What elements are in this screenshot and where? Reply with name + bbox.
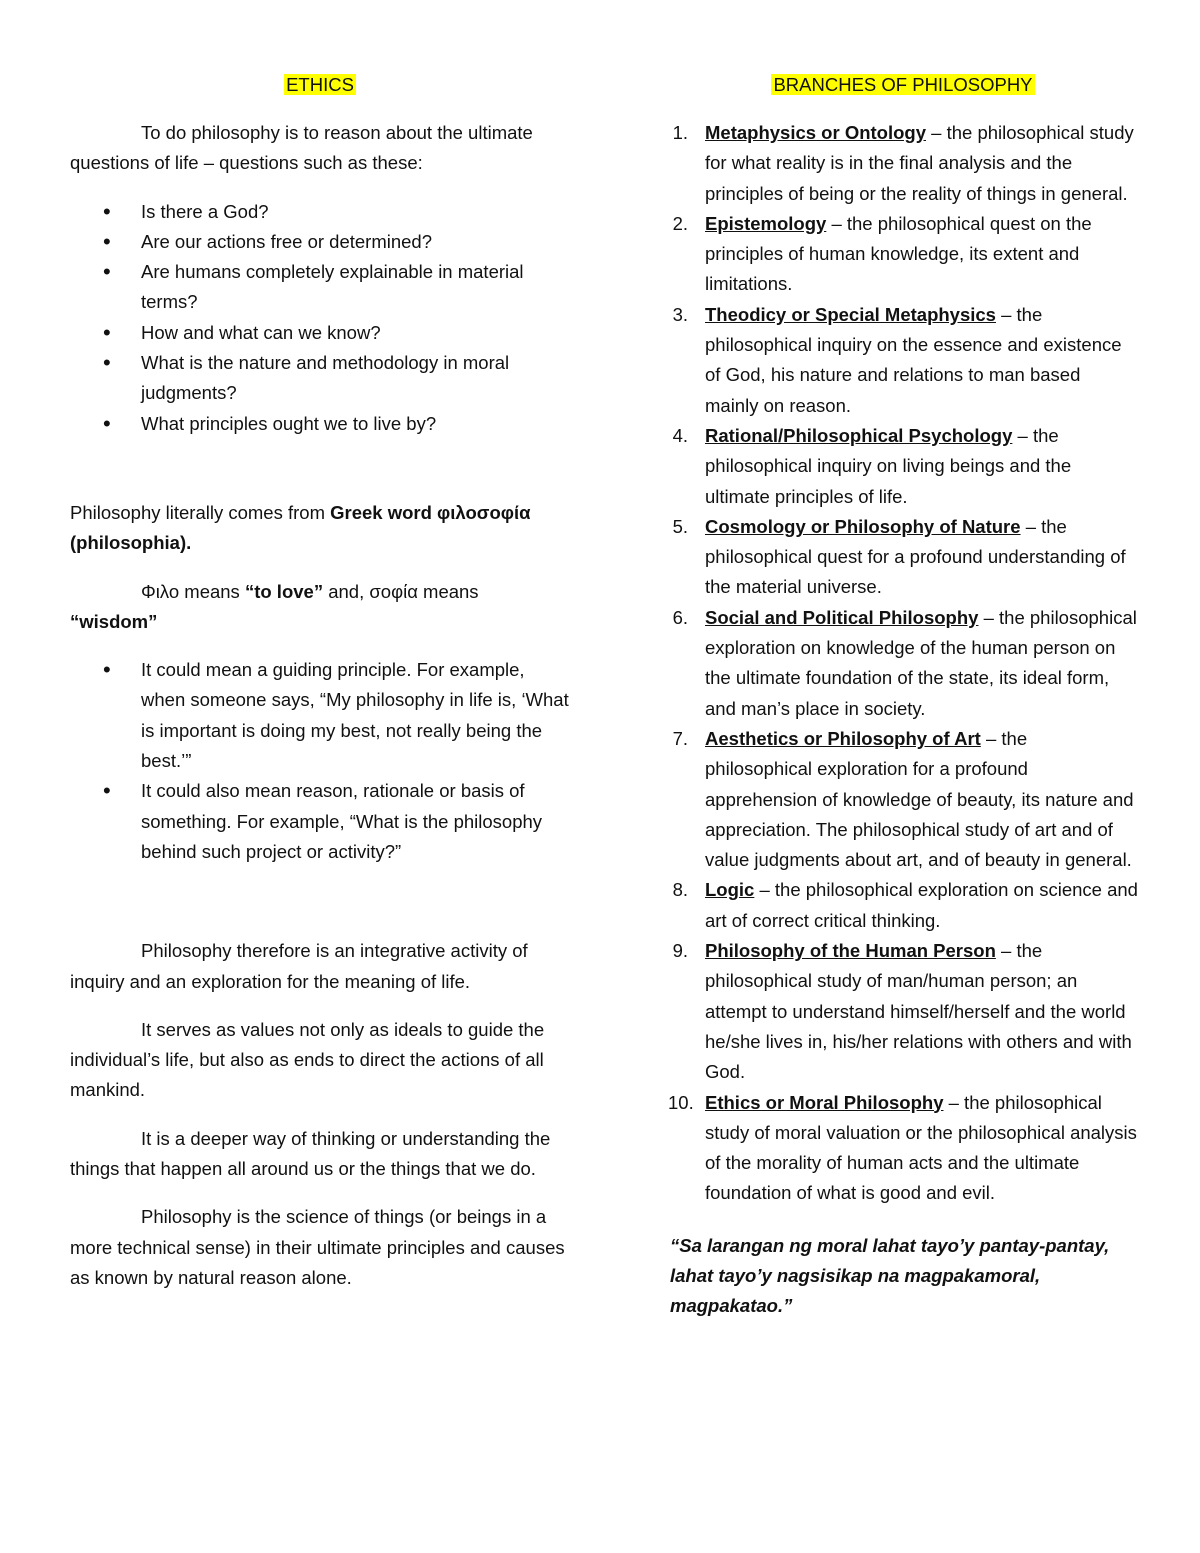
- branch-number: 8.: [672, 879, 688, 901]
- branch-number: 4.: [672, 424, 688, 446]
- branch-description: – the philosophical exploration on knowledge of the human person on the ultimate foundation of the state, its ideal form, and man’s place in society.: [705, 606, 1137, 719]
- origin-paragraph: [70, 498, 570, 559]
- question-item: • Is there a God?: [70, 197, 570, 227]
- branch-description: – the philosophical quest on the principles of human knowledge, its extent and limitations.: [705, 212, 1092, 295]
- branch-description: – the philosophical study of moral valuation or the philosophical analysis of the morality of human acts and the ultimate foundation of what is good and evil.: [705, 1091, 1137, 1204]
- meaning-paragraph: [70, 577, 570, 638]
- means-text: means: [179, 580, 245, 602]
- branch-item: [668, 724, 1138, 875]
- branch-term: Cosmology or Philosophy of Nature: [705, 515, 1021, 537]
- branch-item: [668, 421, 1138, 512]
- right-column: [668, 70, 1138, 1322]
- and-text: and,: [323, 580, 370, 602]
- branch-number: 7.: [672, 727, 688, 749]
- branch-description: – the philosophical quest for a profound understanding of the material universe.: [705, 515, 1126, 598]
- question-item: • What principles ought we to live by?: [70, 409, 570, 439]
- branch-item: [668, 118, 1138, 209]
- left-column: [70, 70, 570, 1293]
- means-text: means: [417, 580, 479, 602]
- meaning-list: [70, 655, 570, 867]
- ethics-heading: [70, 70, 570, 100]
- branch-term: Social and Political Philosophy: [705, 606, 979, 628]
- branches-heading: [668, 70, 1138, 100]
- branch-term: Philosophy of the Human Person: [705, 940, 996, 962]
- branch-term: Aesthetics or Philosophy of Art: [705, 727, 981, 749]
- branch-description: – the philosophical exploration on science and art of correct critical thinking.: [705, 879, 1138, 931]
- branch-term: Rational/Philosophical Psychology: [705, 424, 1013, 446]
- branch-number: 9.: [672, 940, 688, 962]
- philo-word: Φιλο: [141, 580, 180, 602]
- question-item: • What is the nature and methodology in moral judgments?: [70, 348, 570, 409]
- branch-description: – the philosophical exploration for a profound apprehension of knowledge of beauty, its nature and appreciation. The philosophical study of art and of value judgments about art, and of beauty in general.: [705, 727, 1134, 871]
- question-item: • How and what can we know?: [70, 318, 570, 348]
- branch-term: Logic: [705, 879, 755, 901]
- branch-number: 6.: [672, 606, 688, 628]
- meaning-item: • It could mean a guiding principle. For example, when someone says, “My philosophy in life is, ‘What is important is doing my best, not really being the best.’”: [70, 655, 570, 776]
- question-item: • Are our actions free or determined?: [70, 227, 570, 257]
- branch-description: – the philosophical study of man/human person; an attempt to understand himself/herself and the world he/she lives in, his/her relations with others and with God.: [705, 940, 1132, 1083]
- branch-item: [668, 875, 1138, 936]
- meaning-item: • It could also mean reason, rationale or basis of something. For example, “What is the philosophy behind such project or activity?”: [70, 776, 570, 867]
- body-paragraph: Philosophy therefore is an integrative activity of inquiry and an exploration for the meaning of life.: [70, 940, 528, 992]
- intro-paragraph: To do philosophy is to reason about the ultimate questions of life – questions such as these:: [70, 122, 533, 174]
- philo-meaning: “to love”: [244, 580, 324, 602]
- branch-item: [668, 936, 1138, 1087]
- branch-item: [668, 512, 1138, 603]
- branches-heading-text: BRANCHES OF PHILOSOPHY: [773, 74, 1033, 95]
- branch-number: 10.: [668, 1091, 694, 1113]
- branch-term: Epistemology: [705, 212, 827, 234]
- question-item: • Are humans completely explainable in material terms?: [70, 257, 570, 318]
- branches-list: [668, 118, 1138, 1209]
- origin-text: Philosophy literally comes from: [70, 501, 331, 523]
- branch-term: Ethics or Moral Philosophy: [705, 1091, 944, 1113]
- branch-description: – the philosophical inquiry on living beings and the ultimate principles of life.: [705, 424, 1072, 507]
- branch-item: [668, 300, 1138, 421]
- ethics-heading-text: ETHICS: [286, 74, 354, 95]
- branch-term: Metaphysics or Ontology: [705, 122, 927, 143]
- sophia-word: σοφία: [369, 580, 418, 602]
- branch-item: [668, 603, 1138, 724]
- branch-description: – the philosophical study for what reality is in the final analysis and the principles of being or the reality of things in general.: [705, 122, 1134, 204]
- branch-number: 1.: [672, 122, 688, 143]
- branch-description: – the philosophical inquiry on the essence and existence of God, his nature and relations to man based mainly on reason.: [705, 303, 1122, 416]
- branch-number: 5.: [672, 515, 688, 537]
- branch-number: 3.: [672, 303, 688, 325]
- origin-greek-word: Greek word φιλοσοφία (philosophia).: [70, 501, 531, 554]
- branch-term: Theodicy or Special Metaphysics: [705, 303, 996, 325]
- body-paragraph: It serves as values not only as ideals to guide the individual’s life, but also as ends to direct the actions of all mankind.: [70, 1018, 545, 1101]
- branch-item: [668, 209, 1138, 300]
- body-paragraph: It is a deeper way of thinking or understanding the things that happen all around us or the things that we do.: [70, 1127, 551, 1180]
- questions-list: [70, 197, 570, 439]
- body-paragraph: Philosophy is the science of things (or beings in a more technical sense) in their ultimate principles and causes as known by natural reason alone.: [70, 1206, 565, 1288]
- sophia-meaning: “wisdom”: [70, 610, 158, 632]
- closing-quote: “Sa larangan ng moral lahat tayo’y pantay-pantay, lahat tayo’y nagsisikap na magpakamoral, magpakatao.”: [670, 1234, 1110, 1317]
- branch-item: [668, 1088, 1138, 1209]
- branch-number: 2.: [672, 212, 688, 234]
